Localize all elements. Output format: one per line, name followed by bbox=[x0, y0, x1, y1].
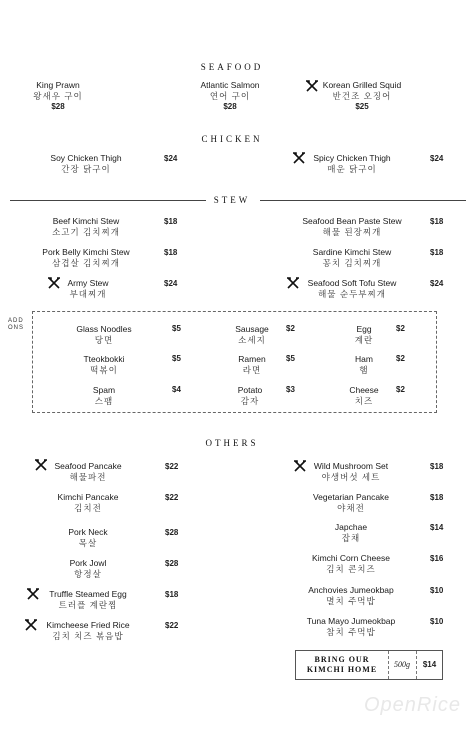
menu-item bbox=[58, 492, 119, 514]
item-korean: 야채전 bbox=[337, 503, 365, 513]
item-korean: 당면 bbox=[94, 335, 114, 345]
item-price: $25 bbox=[355, 102, 369, 111]
item-korean: 스팸 bbox=[94, 396, 114, 406]
item-korean: 김치전 bbox=[74, 503, 102, 513]
item-price: $24 bbox=[164, 154, 178, 163]
item-name: Glass Noodles bbox=[76, 324, 132, 334]
menu-item bbox=[49, 589, 127, 611]
item-korean: 간장 닭구이 bbox=[61, 164, 111, 174]
item-name: Potato bbox=[237, 385, 263, 395]
item-price: $24 bbox=[430, 279, 444, 288]
addon-item bbox=[355, 324, 373, 346]
item-name: Ham bbox=[355, 354, 373, 364]
item-korean: 치즈 bbox=[354, 396, 374, 406]
menu-item bbox=[52, 216, 120, 238]
fork-knife-icon bbox=[26, 587, 40, 605]
menu-item bbox=[42, 247, 129, 269]
menu-item bbox=[307, 616, 396, 638]
divider bbox=[260, 200, 466, 201]
item-price: $28 bbox=[165, 559, 179, 568]
item-name: Tuna Mayo Jumeokbap bbox=[306, 616, 396, 626]
item-price: $22 bbox=[165, 462, 179, 471]
addon-item bbox=[235, 324, 269, 346]
item-name: King Prawn bbox=[36, 80, 80, 90]
item-price: $10 bbox=[430, 617, 444, 626]
item-korean: 부대찌개 bbox=[69, 289, 107, 299]
item-price: $18 bbox=[430, 217, 444, 226]
item-price: $5 bbox=[172, 324, 181, 333]
item-name: Kimchi Corn Cheese bbox=[312, 553, 390, 563]
item-korean: 라면 bbox=[242, 365, 262, 375]
menu-item bbox=[335, 522, 367, 544]
item-name: Seafood Soft Tofu Stew bbox=[307, 278, 397, 288]
item-korean: 김치 콘치즈 bbox=[326, 564, 376, 574]
item-korean: 연어 구이 bbox=[209, 91, 251, 101]
divider bbox=[10, 200, 206, 201]
item-name: Spicy Chicken Thigh bbox=[313, 153, 391, 163]
item-name: Egg bbox=[356, 324, 372, 334]
menu-item bbox=[200, 80, 259, 111]
item-korean: 매운 닭구이 bbox=[327, 164, 377, 174]
item-korean: 반건조 오징어 bbox=[332, 91, 392, 101]
menu-item bbox=[313, 153, 390, 175]
item-name: Japchae bbox=[334, 522, 368, 532]
item-price: $18 bbox=[164, 217, 178, 226]
section-title-stew: STEW bbox=[213, 195, 251, 205]
item-name: Pork Neck bbox=[68, 527, 108, 537]
addon-item bbox=[83, 354, 124, 376]
item-korean: 해물 순두부찌개 bbox=[318, 289, 386, 299]
item-price: $18 bbox=[164, 248, 178, 257]
item-price: $18 bbox=[430, 462, 444, 471]
item-name: Beef Kimchi Stew bbox=[52, 216, 120, 226]
fork-knife-icon bbox=[47, 276, 61, 294]
item-korean: 김치 치즈 볶음밥 bbox=[52, 631, 124, 641]
item-name: Vegetarian Pancake bbox=[312, 492, 390, 502]
item-korean: 꽁치 김치찌개 bbox=[322, 258, 382, 268]
item-korean: 소고기 김치찌개 bbox=[52, 227, 120, 237]
item-korean: 해물파전 bbox=[69, 472, 107, 482]
item-name: Sardine Kimchi Stew bbox=[312, 247, 392, 257]
item-price: $2 bbox=[286, 324, 295, 333]
kimchi-home-box bbox=[295, 650, 443, 680]
item-korean: 햄 bbox=[359, 365, 369, 375]
item-name: Seafood Bean Paste Stew bbox=[302, 216, 402, 226]
item-price: $10 bbox=[430, 586, 444, 595]
item-name: Pork Belly Kimchi Stew bbox=[42, 247, 130, 257]
item-korean: 떡볶이 bbox=[90, 365, 118, 375]
item-price: $28 bbox=[51, 102, 65, 111]
kimchi-home-line1: BRING OUR bbox=[314, 655, 370, 664]
item-name: Army Stew bbox=[67, 278, 109, 288]
menu-item bbox=[313, 492, 389, 514]
item-name: Soy Chicken Thigh bbox=[50, 153, 122, 163]
item-price: $22 bbox=[165, 621, 179, 630]
item-price: $5 bbox=[286, 354, 295, 363]
item-name: Sausage bbox=[235, 324, 269, 334]
menu-item bbox=[314, 461, 388, 483]
kimchi-home-title-cell bbox=[296, 651, 389, 679]
item-price: $28 bbox=[223, 102, 237, 111]
fork-knife-icon bbox=[292, 151, 306, 169]
item-korean: 소세지 bbox=[238, 335, 266, 345]
item-price: $18 bbox=[165, 590, 179, 599]
addon-item bbox=[349, 385, 378, 407]
item-name: Cheese bbox=[349, 385, 379, 395]
item-price: $14 bbox=[430, 523, 444, 532]
item-korean: 왕새우 구이 bbox=[33, 91, 83, 101]
addon-item bbox=[238, 354, 265, 376]
item-price: $28 bbox=[165, 528, 179, 537]
item-price: $4 bbox=[172, 385, 181, 394]
menu-item bbox=[67, 278, 108, 300]
item-name: Truffle Steamed Egg bbox=[49, 589, 127, 599]
menu-item bbox=[46, 620, 129, 642]
item-name: Kimcheese Fried Rice bbox=[46, 620, 130, 630]
item-price: $2 bbox=[396, 324, 405, 333]
fork-knife-icon bbox=[293, 459, 307, 477]
item-korean: 트러플 계란찜 bbox=[58, 600, 118, 610]
section-title-chicken: CHICKEN bbox=[201, 134, 263, 144]
addons-label: ADD ONS bbox=[8, 318, 25, 331]
item-name: Seafood Pancake bbox=[54, 461, 122, 471]
menu-item bbox=[68, 527, 107, 549]
addon-item bbox=[76, 324, 131, 346]
item-korean: 해물 된장찌개 bbox=[322, 227, 382, 237]
item-name: Tteokbokki bbox=[83, 354, 125, 364]
fork-knife-icon bbox=[24, 618, 38, 636]
item-name: Atlantic Salmon bbox=[200, 80, 260, 90]
item-name: Kimchi Pancake bbox=[57, 492, 119, 502]
item-korean: 야생버섯 세트 bbox=[321, 472, 381, 482]
item-korean: 멸치 주먹밥 bbox=[326, 596, 376, 606]
kimchi-home-line2: KIMCHI HOME bbox=[306, 665, 378, 674]
watermark-logo: OpenRice bbox=[364, 694, 461, 716]
item-korean: 잡채 bbox=[341, 533, 361, 543]
item-price: $24 bbox=[430, 154, 444, 163]
item-price: $18 bbox=[430, 493, 444, 502]
menu-item bbox=[323, 80, 401, 111]
item-korean: 계란 bbox=[354, 335, 374, 345]
item-name: Ramen bbox=[238, 354, 266, 364]
item-price: $5 bbox=[172, 354, 181, 363]
menu-item bbox=[33, 80, 82, 111]
item-price: $18 bbox=[430, 248, 444, 257]
item-korean: 목살 bbox=[78, 538, 98, 548]
menu-item bbox=[302, 216, 401, 238]
addon-item bbox=[355, 354, 373, 376]
menu-item bbox=[308, 585, 394, 607]
item-name: Korean Grilled Squid bbox=[322, 80, 402, 90]
section-title-others: OTHERS bbox=[205, 438, 259, 448]
item-korean: 감자 bbox=[240, 396, 260, 406]
item-name: Spam bbox=[92, 385, 116, 395]
item-korean: 항정살 bbox=[74, 569, 102, 579]
item-price: $16 bbox=[430, 554, 444, 563]
addon-item bbox=[238, 385, 263, 407]
item-korean: 삼겹살 김치찌개 bbox=[52, 258, 120, 268]
fork-knife-icon bbox=[286, 276, 300, 294]
menu-item bbox=[70, 558, 107, 580]
kimchi-home-price: $14 bbox=[422, 660, 437, 669]
fork-knife-icon bbox=[34, 458, 48, 476]
item-price: $22 bbox=[165, 493, 179, 502]
menu-item bbox=[313, 247, 391, 269]
menu-item bbox=[308, 278, 397, 300]
menu-item bbox=[50, 153, 121, 175]
kimchi-home-weight: 500g bbox=[388, 651, 417, 679]
addon-item bbox=[93, 385, 115, 407]
item-price: $2 bbox=[396, 354, 405, 363]
item-name: Wild Mushroom Set bbox=[313, 461, 389, 471]
section-title-seafood: SEAFOOD bbox=[200, 62, 264, 72]
menu-item bbox=[312, 553, 390, 575]
fork-knife-icon bbox=[305, 79, 319, 97]
item-price: $24 bbox=[164, 279, 178, 288]
item-name: Pork Jowl bbox=[69, 558, 107, 568]
item-korean: 참치 주먹밥 bbox=[326, 627, 376, 637]
item-name: Anchovies Jumeokbap bbox=[308, 585, 394, 595]
item-price: $3 bbox=[286, 385, 295, 394]
item-price: $2 bbox=[396, 385, 405, 394]
menu-item bbox=[54, 461, 121, 483]
